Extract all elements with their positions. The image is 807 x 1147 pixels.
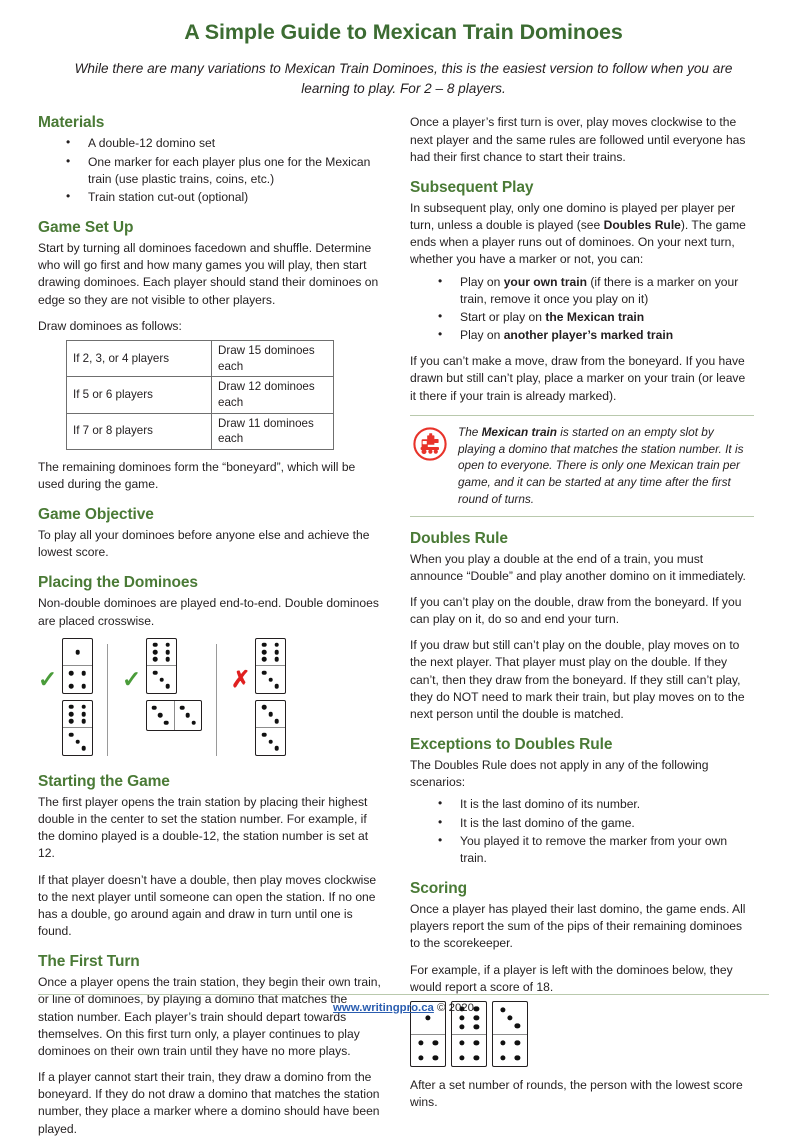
figure-divider [216, 644, 217, 756]
copyright-text: © 2020 [437, 1002, 474, 1014]
list-item: • It is the last domino of its number. [460, 796, 754, 813]
draw-dominoes-table [66, 340, 334, 450]
figure-divider [107, 644, 108, 756]
materials-list [38, 135, 382, 206]
text-part: Start or play on [460, 309, 546, 324]
text-part: ). The game ends when a player runs out of dominoes. On your next turn, whether you have a marker or not, you can: [410, 218, 746, 267]
paragraph: If you draw but still can’t play on the double, play moves on to the next player. That player must play on the double. If they can’t, then they draw from the boneyard. If they still can’t play, they do NOT need to mark their train, but play moves on to the next person until the double is matched. [410, 638, 745, 721]
table-cell-draw: Draw 15 dominoes each [212, 340, 334, 376]
paragraph [410, 200, 754, 269]
text-bold: Doubles Rule [603, 218, 681, 233]
paragraph: Start by turning all dominoes facedown and shuffle. Determine who will go first and how many games you will play, then start drawing dominoes. Each player should stand their dominoes on edge so they are not visible to other players. [38, 241, 379, 307]
paragraph: Non-double dominoes are played end-to-end. Double dominoes are placed crosswise. [38, 596, 379, 628]
heading-game-objective: Game Objective [38, 506, 154, 524]
check-icon: ✓ [122, 665, 142, 692]
train-icon [412, 426, 448, 467]
heading-doubles-rule: Doubles Rule [410, 529, 508, 547]
placing-example-incorrect [231, 638, 286, 756]
list-item: • It is the last domino of the game. [460, 815, 754, 832]
paragraph: The remaining dominoes form the “boneyard”, which will be used during the game. [38, 459, 356, 491]
text-bold: your own train [503, 274, 588, 289]
exceptions-bullets [410, 796, 754, 867]
domino-6-3 [62, 700, 93, 756]
heading-placing-the-dominoes: Placing the Dominoes [38, 574, 198, 592]
callout-text [458, 424, 750, 508]
table-cell-players: If 7 or 8 players [67, 413, 212, 449]
page-footer [38, 994, 769, 1014]
paragraph: If a player cannot start their train, they draw a domino from the boneyard. If they do not draw a domino that matches the station number, they place a marker where a domino should have been played. [38, 1070, 380, 1136]
placing-dominoes-figure [38, 638, 382, 760]
list-item [460, 274, 754, 308]
text-part: is started on an empty slot by playing a domino that matches the station number. It is open to everyone. There is only one Mexican train per game, and it can be started at any time after the first round of turns. [458, 424, 744, 506]
paragraph: Once a player’s first turn is over, play moves clockwise to the next player and the same rules are followed until everyone has had their first chance to start their trains. [410, 115, 746, 164]
table-cell-draw: Draw 12 dominoes each [212, 377, 334, 413]
two-column-body [38, 114, 769, 1146]
subsequent-play-bullets [410, 274, 754, 345]
text-part: Play on [460, 274, 504, 289]
text-bold: Mexican train [481, 424, 558, 439]
heading-the-first-turn: The First Turn [38, 953, 140, 971]
paragraph: When you play a double at the end of a train, you must announce “Double” and play another domino on it immediately. [410, 551, 746, 583]
domino-stack [255, 638, 286, 756]
list-item: • You played it to remove the marker from your own train. [460, 833, 754, 867]
mexican-train-callout [410, 415, 754, 517]
text-bold: another player’s marked train [503, 328, 674, 343]
website-link[interactable]: www.writingpro.ca [333, 1002, 434, 1014]
paragraph: To play all your dominoes before anyone else and achieve the lowest score. [38, 528, 370, 560]
placing-example-correct-2 [122, 638, 202, 731]
domino-3-3-crosswise [146, 700, 202, 731]
list-item [460, 309, 754, 326]
heading-starting-the-game: Starting the Game [38, 772, 170, 790]
paragraph: The Doubles Rule does not apply in any of the following scenarios: [410, 758, 709, 790]
heading-scoring: Scoring [410, 880, 468, 898]
paragraph: After a set number of rounds, the person with the lowest score wins. [410, 1078, 743, 1110]
list-item: • Train station cut-out (optional) [88, 189, 382, 206]
text-part: In subsequent play, only one domino is played per player per turn, unless a double is played (see [410, 200, 736, 233]
cross-icon: ✗ [231, 665, 251, 692]
table-cell-players: If 5 or 6 players [67, 377, 212, 413]
domino-3-3 [255, 700, 286, 756]
paragraph: If you can’t play on the double, draw from the boneyard. If you can play on it, do so and end your turn. [410, 594, 742, 627]
check-icon: ✓ [38, 665, 58, 692]
table-cell-players: If 2, 3, or 4 players [67, 340, 212, 376]
table-row [67, 413, 334, 449]
domino-6-3 [146, 638, 177, 694]
heading-exceptions-to-doubles-rule: Exceptions to Doubles Rule [410, 736, 613, 754]
placing-example-correct-1 [38, 638, 93, 756]
table-cell-draw: Draw 11 dominoes each [212, 413, 334, 449]
paragraph: Once a player has played their last domino, the game ends. All players report the sum of the pips of their remaining dominoes to the scorekeeper. [410, 902, 746, 951]
text-bold: the Mexican train [545, 309, 645, 324]
table-row [67, 377, 334, 413]
text-part: Play on [460, 328, 504, 343]
heading-game-set-up: Game Set Up [38, 219, 134, 237]
paragraph: If that player doesn’t have a double, then play moves clockwise to the next player until someone can open the station. If no one has a double, go around again and draw in turn until one is found. [38, 872, 377, 939]
table-row [67, 340, 334, 376]
paragraph: Draw dominoes as follows: [38, 318, 182, 333]
list-item: • One marker for each player plus one for the Mexican train (use plastic trains, coins, etc.) [88, 154, 382, 188]
heading-subsequent-play: Subsequent Play [410, 178, 534, 196]
paragraph: The first player opens the train station by placing their highest double in the center to set the station number. For example, if the domino played is a double-12, the station number is set at 12. [38, 794, 369, 861]
left-column [38, 114, 382, 1146]
list-item [460, 327, 754, 344]
domino-1-4 [62, 638, 93, 694]
domino-stack [146, 638, 202, 731]
page-title: A Simple Guide to Mexican Train Dominoes [184, 20, 623, 44]
text-part: The [458, 424, 482, 439]
page-subtitle: While there are many variations to Mexican Train Dominoes, this is the easiest version to follow when you are learning to play. For 2 – 8 players. [74, 61, 733, 96]
heading-materials: Materials [38, 114, 105, 132]
domino-stack [62, 638, 93, 756]
list-item: • A double-12 domino set [88, 135, 382, 152]
paragraph: For example, if a player is left with the dominoes below, they would report a score of 18. [410, 962, 733, 994]
text-part: (if there is a marker on your train, remove it once you play on it) [460, 274, 739, 306]
right-column [410, 114, 754, 1120]
paragraph: Once a player opens the train station, they begin their own train, or line of dominoes, by playing a domino that matches the station number. Each player’s train should depart towards themselves. On this first turn only, a player continues to play dominoes on their own train until they have no more plays. [38, 975, 381, 1058]
paragraph: If you can’t make a move, draw from the boneyard. If you have drawn but still can’t play, place a marker on your train (or leave it there if your train is already marked). [410, 354, 746, 403]
domino-6-3 [255, 638, 286, 694]
